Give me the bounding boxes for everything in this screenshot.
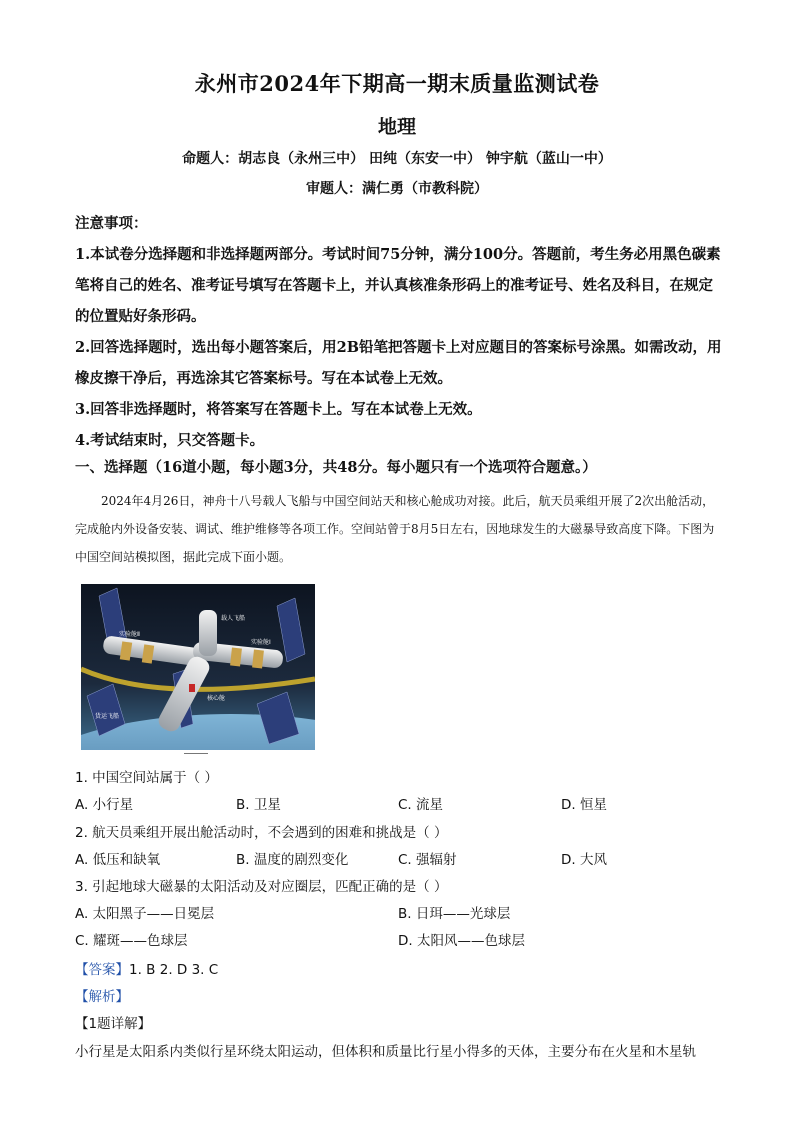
q1-option-c: C. 流星 (398, 797, 444, 813)
label-module-2: 实验舱Ⅱ (119, 631, 140, 638)
note-item-4: 4.考试结束时，只交答题卡。 (75, 432, 265, 449)
question-2-stem: 2. 航天员乘组开展出舱活动时，不会遇到的困难和挑战是（ ） (75, 825, 448, 841)
note-item-3: 3.回答非选择题时，将答案写在答题卡上。写在本试卷上无效。 (75, 401, 482, 418)
notes-block (75, 208, 725, 456)
q1-option-b: B. 卫星 (236, 797, 281, 813)
analysis-tag: 【解析】 (75, 989, 129, 1005)
q1-option-d: D. 恒星 (561, 797, 607, 813)
q3-option-a: A. 太阳黑子——日冕层 (75, 906, 215, 922)
label-module-1: 实验舱Ⅰ (251, 639, 271, 646)
note-item-2: 2.回答选择题时，选出每小题答案后，用2B铅笔把答题卡上对应题目的答案标号涂黑。如需改动，用橡皮擦干净后，再选涂其它答案标号。写在本试卷上无效。 (75, 339, 722, 387)
answer-tag: 【答案】 (75, 962, 129, 978)
space-station-figure (81, 584, 315, 750)
q3-option-c: C. 耀斑——色球层 (75, 933, 188, 949)
detail-text: 小行星是太阳系内类似行星环绕太阳运动，但体积和质量比行星小得多的天体，主要分布在火星和木星轨 (75, 1044, 696, 1060)
section-heading: 一、选择题（16道小题，每小题3分，共48分。每小题只有一个选项符合题意。） (75, 459, 597, 476)
q2-option-a: A. 低压和缺氧 (75, 852, 161, 868)
reviewer-line: 审题人：满仁勇（市教科院） (306, 181, 488, 197)
authors-line: 命题人：胡志良（永州三中） 田纯（东安一中） 钟宇航（蓝山一中） (182, 151, 612, 167)
subject-title: 地理 (377, 116, 416, 138)
exam-title: 永州市2024年下期高一期末质量监测试卷 (194, 71, 600, 96)
figure-caption-mark (184, 753, 208, 758)
note-item-1: 1.本试卷分选择题和非选择题两部分。考试时间75分钟，满分100分。答题前，考生务必用黑色碳素笔将自己的姓名、准考证号填写在答题卡上，并认真核准条形码上的准考证号、姓名及科目，在规定的位置贴好条形码。 (75, 246, 721, 325)
notes-heading: 注意事项： (75, 215, 148, 232)
answer-row (75, 958, 218, 978)
question-1-stem: 1. 中国空间站属于（ ） (75, 770, 218, 786)
q1-option-a: A. 小行星 (75, 797, 134, 813)
answer-text: 1. B 2. D 3. C (129, 962, 219, 978)
q2-option-d: D. 大风 (561, 852, 607, 868)
question-3-stem: 3. 引起地球大磁暴的太阳活动及对应圈层，匹配正确的是（ ） (75, 879, 448, 895)
space-station-illustration (81, 584, 315, 750)
q2-option-c: C. 强辐射 (398, 852, 457, 868)
q3-option-d: D. 太阳风——色球层 (398, 933, 525, 949)
q3-option-b: B. 日珥——光球层 (398, 906, 511, 922)
label-core: 核心舱 (207, 695, 226, 702)
reading-passage: 2024年4月26日，神舟十八号载人飞船与中国空间站天和核心舱成功对接。此后，航天员乘组开展了2次出舱活动，完成舱内外设备安装、调试、维护维修等各项工作。空间站曾于8月5日左右，因地球发生的大磁暴导致高度下降。下图为中国空间站模拟图，据此完成下面小题。 (75, 494, 715, 564)
detail-heading: 【1题详解】 (75, 1016, 152, 1032)
label-cargo: 货运飞船 (95, 713, 120, 720)
q2-option-b: B. 温度的剧烈变化 (236, 852, 349, 868)
label-crew-ship: 载人飞船 (221, 615, 246, 622)
